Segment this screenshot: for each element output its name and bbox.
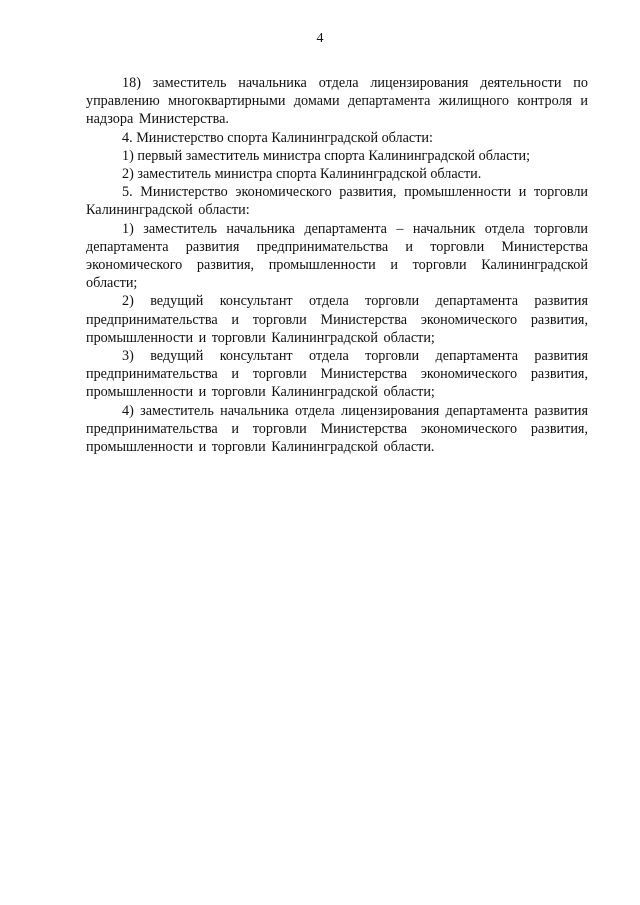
paragraph-ministry-sport-heading: 4. Министерство спорта Калининградской области: (122, 129, 433, 146)
paragraph-sport-item-2: 2) заместитель министра спорта Калининградской области. (122, 166, 482, 183)
paragraph-economy-item-2: 2) ведущий консультант отдела торговли департамента развития предпринимательства и торговли Министерства экономического развития, промышленности и торговли Калининградской области; (86, 293, 588, 346)
paragraph-ministry-economy-heading: 5. Министерство экономического развития, промышленности и торговли Калининградской области: (86, 184, 588, 219)
paragraph-economy-item-4: 4) заместитель начальника отдела лицензирования департамента развития предпринимательства и торговли Министерства экономического развития, промышленности и торговли Калининградской области. (86, 402, 588, 456)
page-number: 4 (316, 31, 324, 46)
document-body (86, 74, 588, 456)
paragraph-sport-item-1: 1) первый заместитель министра спорта Калининградской области; (122, 147, 531, 164)
paragraph-economy-item-1: 1) заместитель начальника департамента – начальник отдела торговли департамента развития предпринимательства и торговли Министерства экономического развития, промышленности и торговли Калининградской области; (86, 220, 588, 292)
paragraph-item-18: 18) заместитель начальника отдела лицензирования деятельности по управлению многоквартирными домами департамента жилищного контроля и надзора Министерства. (86, 75, 588, 128)
paragraph-economy-item-3: 3) ведущий консультант отдела торговли департамента развития предпринимательства и торговли Министерства экономического развития, промышленности и торговли Калининградской области; (86, 348, 588, 401)
